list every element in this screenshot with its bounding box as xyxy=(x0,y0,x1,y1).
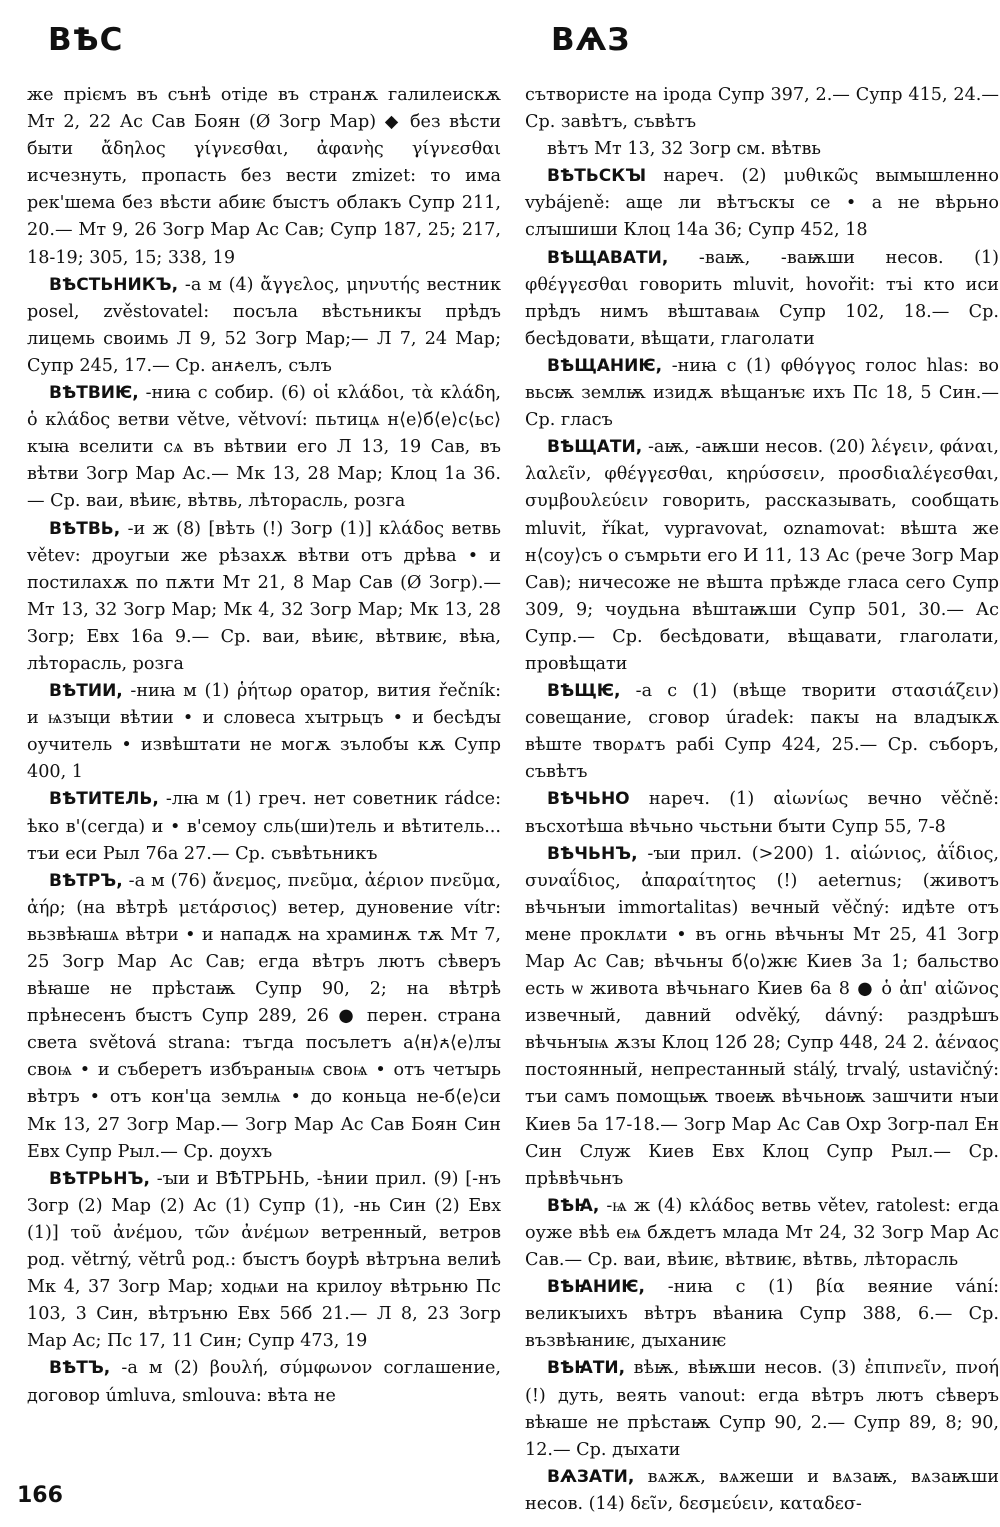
entry-text: сътвористе на ірода Супр 397, 2.— Супр 415, 24.— Ср. завѣтъ, съвѣтъ xyxy=(525,85,999,133)
entry-headword: ВѢЧЬНЪ, xyxy=(547,843,638,864)
dictionary-entry xyxy=(27,272,501,380)
dictionary-entry xyxy=(27,1166,501,1356)
entry-text: -ниꙗ с (1) βία веяние vání: великꙑихъ вѣтръ вѣаниꙗ Супр 388, 6.— Ср. възвѣꙗниѥ, дꙑханиѥ xyxy=(525,1277,1000,1352)
entry-headword: ВѢТВИѤ, xyxy=(49,383,139,404)
entry-headword: ВѢТИИ, xyxy=(49,681,123,702)
entry-text: вѣтъ Мт 13, 32 Зогр см. вѣтвь xyxy=(547,139,822,160)
entry-headword: ВѢТРЬНЪ, xyxy=(49,1168,150,1189)
dictionary-entry xyxy=(525,1355,999,1463)
entry-headword: ВѢТРЪ, xyxy=(49,870,123,891)
entry-text: -ꙑи и ВѢТРЬНЬ, -ѣнии прил. (9) [-нъ Зогр (2) Мар (2) Ас (1) Супр (1), -нь Син (2) Евх (1)] τοῦ ἀνέμου, τῶν ἀνέμων ветренный, ветров род. větrný, větrů род.: бꙑстъ боурѣ вѣтръна велиѣ Мк 4, 37 Зогр Мар; ходѩи на крилоу вѣтрьню Пс 103, 3 Син, вѣтръню Евх 56б 21.— Л 8, 23 Зогр Мар Ас; Пс 17, 11 Син; Супр 473, 19 xyxy=(27,1168,501,1352)
dictionary-entry xyxy=(525,841,999,1193)
entry-text: -аѭ, -аѭши несов. (20) λέγειν, φάναι, λαλεῖν, φθέγγεσθαι, κηρύσσειν, προσδιαλέγεσθαι, συμβουλεύειν говорить, рассказывать, сообщать mluvit, říkat, vypravovat, oznamovat: вѣшта же н⟨сoу⟩съ о съмрьти его И 11, 13 Ас (рече Зогр Мар Сав); ничесоже не вѣшта прѣжде гласа сего Супр 309, 9; чоудьна вѣштаѭши Супр 501, 30.— Ас Супр.— Ср. бесѣдовати, вѣщавати, глаголати, провѣщати xyxy=(525,437,1000,674)
entry-headword: ВѦЗАТИ, xyxy=(547,1466,635,1487)
entry-text: -а м (2) βουλή, σύμφωνον соглашение, договор úmluva, smlouva: вѣта не xyxy=(27,1358,502,1406)
entry-text: -и ж (8) [вѣть (!) Зогр (1)] κλάδος ветвь větev: дроугыи же рѣзахѫ вѣтви отъ дрѣва • и постилахѫ по пѫти Мт 21, 8 Мар Сав (Ø Зогр).— Мт 13, 32 Зогр Мар; Мк 4, 32 Зогр Мар; Мк 13, 28 Зогр; Евх 16а 9.— Ср. ваи, вѣиѥ, вѣтвиѥ, вѣꙗ, лѣторасль, розга xyxy=(27,518,501,674)
entry-text: -ꙑи прил. (>200) 1. αἰώνιος, ἀΐδιος, συναΐδιος, ἀπαραίτητος (!) aeternus; (животъ вѣчьнꙑи immortalitas) вечный věčný: идѣте отъ мене проклѧти • въ огнь вѣчьнꙑ Мт 25, 41 Зогр Мар Ас Сав; вѣчьнꙑ б⟨о⟩жѥ Киев 3а 1; бальство есть ѡ живота вѣчьнаго Киев 6а 8 ● ὁ ἀπ' αἰῶνος извечный, давний odvěký, dávný: раздрѣшъ вѣчьнꙑѩ ѫзꙑ Клоц 12б 28; Супр 448, 24 2. ἀέναος постоянный, непрестанный stálý, trvalý, ustavičný: тъи самъ помощьѭ твоеѭ вѣчьноѭ зашчити нꙑи Киев 5а 17-18.— Зогр Мар Ас Сав Охр Зогр-пал Ен Син Служ Киев Евх Клоц Супр Рыл.— Ср. прѣвѣчьнъ xyxy=(525,843,1000,1189)
page-number: 166 xyxy=(17,1483,63,1508)
entry-headword: ВѢꙖ, xyxy=(547,1195,600,1216)
dictionary-entry xyxy=(27,82,501,272)
page-header xyxy=(0,22,1000,72)
dictionary-entry xyxy=(525,678,999,786)
entry-text: -а м (4) ἄγγελος, μηνυτής вестник posel, zvěstovatel: посъла вѣстьникꙑ прѣдъ лицемь своимь Л 9, 52 Зогр Мар;— Л 7, 24 Мар; Супр 245, 17.— Ср. анꙉелъ, сълъ xyxy=(27,274,501,376)
dictionary-entry xyxy=(525,1464,999,1518)
entry-headword: ВѢТЬСКꙐ xyxy=(547,166,647,187)
entry-text: вѣѭ, вѣѭши несов. (3) ἐπιπνεῖν, πνοή (!) дуть, веять vanout: егда вѣтръ лютъ сѣверъ вѣꙗше не прѣстаѭ Супр 90, 2.— Супр 89, 8; 90, 12.— Ср. дꙑхати xyxy=(525,1358,999,1460)
entry-headword: ВѢТЪ, xyxy=(49,1358,111,1379)
dictionary-entry xyxy=(27,1355,501,1409)
dictionary-entry xyxy=(27,868,501,1166)
dictionary-entry xyxy=(525,786,999,840)
entry-text: вѧжѫ, вѧжеши и вѧзаѭ, вѧзаѭши несов. (14) δεῖν, δεσμεύειν, καταδεσ- xyxy=(525,1466,999,1514)
entry-text: -а с (1) (вѣще творити στασιάζειν) совещание, сговор úradek: пакꙑ на владꙑкѫ вѣште творѧтъ рабі Супр 424, 25.— Ср. съборъ, съвѣтъ xyxy=(525,681,999,783)
running-head-left: ВѢС xyxy=(48,22,124,58)
entry-text: -ваѭ, -ваѭши несов. (1) φθέγγεσθαι говорить mluvit, hovořit: тъі кто иси прѣдъ нимъ вѣштаваѩ Супр 102, 18.— Ср. бесѣдовати, вѣщати, глаголати xyxy=(525,247,1000,349)
entry-headword: ВѢСТЬНИКЪ, xyxy=(49,274,179,295)
entry-headword: ВѢТВЬ, xyxy=(49,518,121,539)
dictionary-entry xyxy=(27,516,501,679)
dictionary-entry xyxy=(27,678,501,786)
entry-headword: ВѢЩАТИ, xyxy=(547,437,643,458)
dictionary-entry xyxy=(27,380,501,515)
entry-headword: ВѢꙖНИѤ, xyxy=(547,1277,645,1298)
entry-text: нареч. (1) αἰωνίως вечно věčně: въсхотѣша вѣчьно чьстьни бꙑти Супр 55, 7-8 xyxy=(525,789,1000,837)
dictionary-entry xyxy=(525,163,999,244)
dictionary-entry xyxy=(525,245,999,353)
dictionary-entry xyxy=(525,82,999,136)
entry-headword: ВѢЩАВАТИ, xyxy=(547,247,669,268)
entry-text: -ниꙗ с собир. (6) οἱ κλάδοι, τὰ κλάδη, ὁ κλάδος ветви větve, větvoví: пьтицѧ н⟨е⟩б⟨е⟩с⟨ьс⟩кꙑꙗ вселити сѧ въ вѣтвии его Л 13, 19 Сав, въ вѣтви Зогр Мар Ас.— Мк 13, 28 Мар; Клоц 1а 36.— Ср. ваи, вѣиѥ, вѣтвь, лѣторасль, розга xyxy=(27,383,501,512)
dictionary-entry xyxy=(525,136,999,163)
entry-text: же пріємъ въ сънѣ отіде въ странѫ галилеискѫ Мт 2, 22 Ас Сав Боян (Ø Зогр Мар) ◆ без вѣсти быти ἄδηλος γίγνεσθαι, ἀφανὴς γίγνεσθαι исчезнуть, пропасть без вести zmizet: то има рек'шема без вѣсти абиѥ бꙑстъ облакъ Супр 211, 20.— Мт 9, 26 Зогр Мар Ас Сав; Супр 187, 25; 217, 18-19; 305, 15; 338, 19 xyxy=(27,85,501,268)
dictionary-entry xyxy=(525,1274,999,1355)
entry-headword: ВѢЩАНИѤ, xyxy=(547,355,663,376)
entry-headword: ВѢЧЬНО xyxy=(547,789,630,810)
entry-headword: ВѢꙖТИ, xyxy=(547,1358,626,1379)
entry-text: -а м (76) ἄνεμος, πνεῦμα, ἀέριον πνεῦμα, ἀήρ; (на вѣтрѣ μετάρσιος) ветер, дуновение vítr: вьзвѣꙗшѧ вѣтри • и нападѫ на храминѫ тѫ Мт 7, 25 Зогр Мар Ас Сав; егда вѣтръ лютъ сѣверъ вѣꙗше не прѣстаѭ Супр 90, 2; на вѣтрѣ прѣнесенъ бꙑстъ Супр 289, 26 ● перен. страна света světová strana: тъгда посълетъ а⟨н⟩ꙉ⟨е⟩лꙑ своѩ • и съберетъ избъраныѩ своѩ • отъ четꙑрь вѣтръ • отъ кон'ца землѩ • до коньца не-б⟨е⟩си Мк 13, 27 Зогр Мар.— Зогр Мар Ас Сав Боян Син Евх Супр Рыл.— Ср. доухъ xyxy=(27,870,502,1162)
dictionary-entry xyxy=(525,353,999,434)
entry-text: -ѩ ж (4) κλάδος ветвь větev, ratolest: егда оуже вѣѣ еѩ бѫдетъ млада Мт 24, 32 Зогр Мар Ас Сав.— Ср. ваи, вѣиѥ, вѣтвиѥ, вѣтвь, лѣторасль xyxy=(525,1195,999,1271)
entry-text: -ниꙗ м (1) ῥήτωρ оратор, вития řečník: и ѩзꙑци вѣтии • и словеса хꙑтрьцъ • и бесѣдꙑ оучитель • извѣштати не могѫ зълобꙑ кѫ Супр 400, 1 xyxy=(27,681,502,783)
dictionary-entry xyxy=(525,434,999,678)
dictionary-entry xyxy=(525,1193,999,1274)
dictionary-entry xyxy=(27,786,501,867)
entry-headword: ВѢТИТЕЛЬ, xyxy=(49,789,159,810)
entry-text: -лꙗ м (1) греч. нет советник rádce: ѣко в'(сегда) и • в'семоу сль(ши)тель и вѣтитель... тъи еси Рыл 76а 27.— Ср. съвѣтьникъ xyxy=(27,789,502,864)
left-column xyxy=(27,82,501,1472)
running-head-right: ВѦЗ xyxy=(551,22,631,58)
right-column xyxy=(525,82,1000,1514)
entry-headword: ВѢЩѤ, xyxy=(547,681,621,702)
entry-text: -ниꙗ с (1) φθόγγος голос hlas: во вьсѭ землѭ изидѫ вѣщанъѥ ихъ Пс 18, 5 Син.— Ср. гласъ xyxy=(525,355,1000,431)
entry-text: нареч. (2) μυθικῶς вымышленно vybájeně: аще ли вѣтъскꙑ се • а не вѣрьно слꙑшиши Клоц 14а 36; Супр 452, 18 xyxy=(525,166,1000,241)
